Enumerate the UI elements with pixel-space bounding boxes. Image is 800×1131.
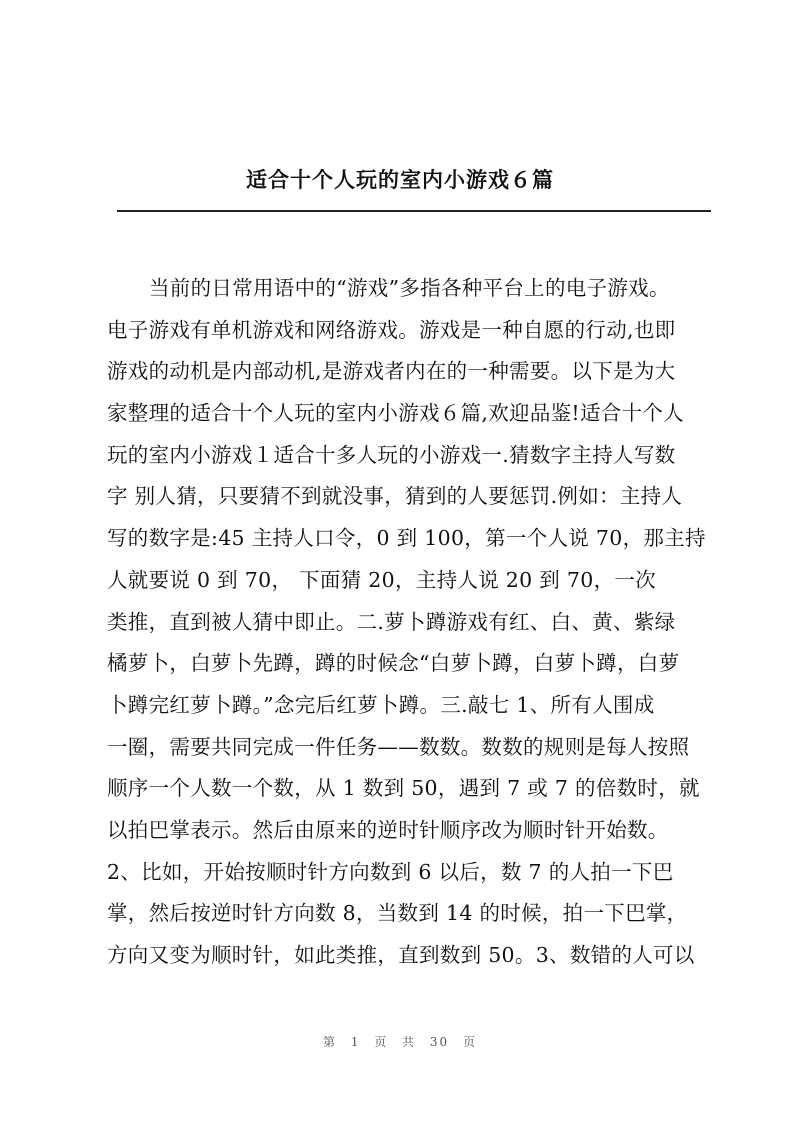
title-divider (117, 210, 711, 212)
text-line: 方向又变为顺时针，如此类推，直到数到 50。3、数错的人可以 (107, 943, 695, 967)
text-line: 当前的日常用语中的“游戏”多指各种平台上的电子游戏。 (149, 276, 670, 300)
text-line: 电子游戏有单机游戏和网络游戏。游戏是一种自愿的行动,也即 (107, 317, 676, 342)
text-line: 家整理的适合十个人玩的室内小游戏６篇,欢迎品鉴!适合十个人 (107, 401, 684, 426)
text-line: 橘萝卜，白萝卜先蹲，蹲的时候念“白萝卜蹲，白萝卜蹲，白萝 (107, 651, 680, 676)
text-line: 人就要说 0 到 70， 下面猜 20，主持人说 20 到 70，一次 (107, 567, 657, 592)
text-line: 卜蹲完红萝卜蹲。”念完后红萝卜蹲。三.敲七 1、所有人围成 (107, 692, 655, 717)
text-line: 玩的室内小游戏１适合十多人玩的小游戏一.猜数字主持人写数 (107, 442, 676, 467)
text-line: 字 别人猜，只要猜不到就没事，猜到的人要惩罚.例如：主持人 (107, 484, 683, 509)
body-paragraph (107, 268, 715, 977)
page-number-footer: 第 1 页 共 30 页 (323, 1035, 477, 1049)
text-line: 顺序一个人数一个数，从 1 数到 50，遇到 7 或 7 的倍数时，就 (107, 776, 700, 801)
text-line: 写的数字是:45 主持人口令，0 到 100，第一个人说 70，那主持 (107, 526, 706, 551)
text-line: 游戏的动机是内部动机,是游戏者内在的一种需要。以下是为大 (107, 359, 676, 384)
text-line: 一圈，需要共同完成一件任务——数数。数数的规则是每人按照 (107, 734, 690, 759)
text-line: 2、比如，开始按顺时针方向数到 6 以后，数 7 的人拍一下巴 (107, 859, 674, 884)
text-line: 掌，然后按逆时针方向数 8，当数到 14 的时候，拍一下巴掌， (107, 901, 688, 926)
text-line: 类推，直到被人猜中即止。二.萝卜蹲游戏有红、白、黄、紫绿 (107, 609, 676, 634)
page-title: 适合十个人玩的室内小游戏６篇 (246, 167, 554, 192)
text-line: 以拍巴掌表示。然后由原来的逆时针顺序改为顺时针开始数。 (107, 817, 669, 842)
